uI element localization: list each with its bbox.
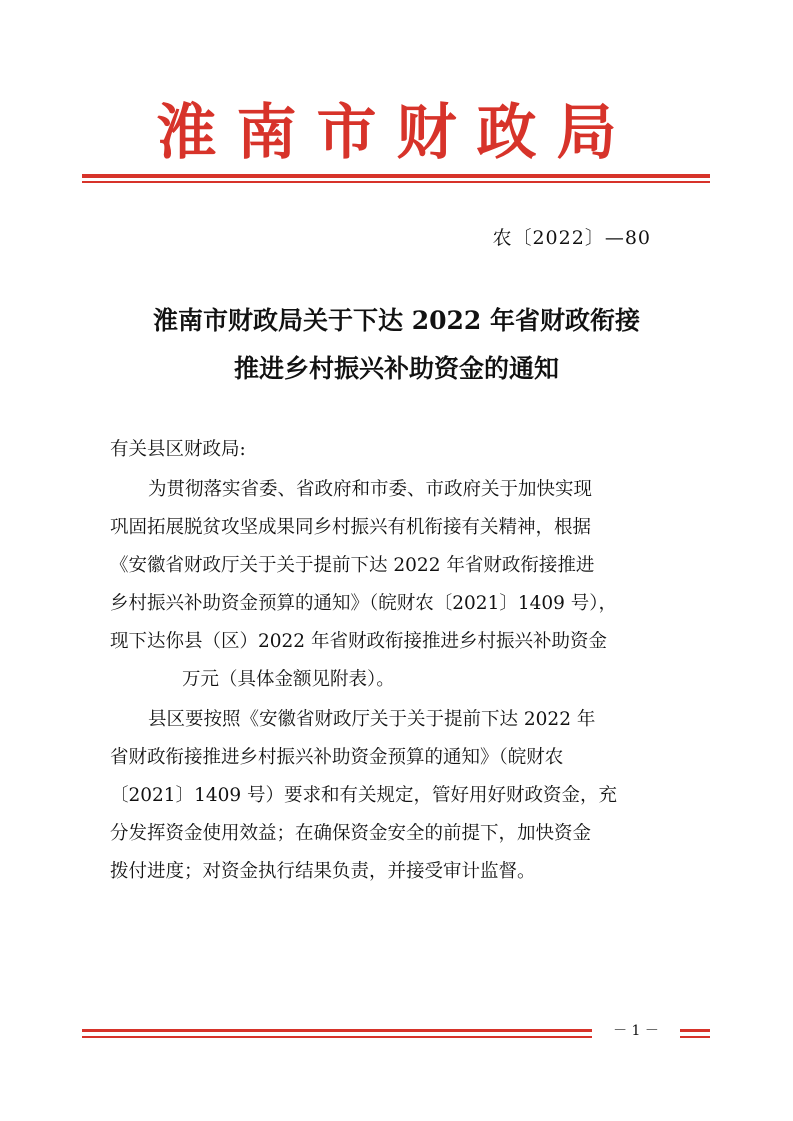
paragraph-line: 为贯彻落实省委、省政府和市委、市政府关于加快实现: [148, 479, 593, 500]
paragraph-line: 乡村振兴补助资金预算的通知》（皖财农〔2021〕1409 号），: [110, 593, 618, 614]
paragraph-line: 分发挥资金使用效益；在确保资金安全的前提下，加快资金: [110, 823, 592, 844]
paragraph-line: 巩固拓展脱贫攻坚成果同乡村振兴有机衔接有关精神，根据: [110, 517, 592, 538]
document-number: 农〔2022〕—80: [492, 227, 651, 249]
letterhead-org-name: 淮南市财政局: [156, 98, 637, 168]
paragraph-line: 现下达你县（区）2022 年省财政衔接推进乡村振兴补助资金: [110, 631, 607, 652]
document-title-line-2: 推进乡村振兴补助资金的通知: [233, 354, 559, 383]
body-paragraph-1: [110, 471, 670, 699]
paragraph-line: 〔2021〕1409 号）要求和有关规定，管好用好财政资金，充: [110, 785, 618, 806]
body-paragraph-2: [110, 701, 670, 891]
letterhead-rule-thin: [82, 181, 710, 183]
page-number: － 1 －: [592, 1021, 680, 1041]
paragraph-line: 万元（具体金额见附表）。: [182, 669, 395, 690]
salutation: 有关县区财政局:: [110, 439, 246, 460]
paragraph-line: 省财政衔接推进乡村振兴补助资金预算的通知》（皖财农: [110, 747, 564, 768]
paragraph-line: 县区要按照《安徽省财政厅关于关于提前下达 2022 年: [148, 709, 596, 730]
document-title: [80, 297, 713, 393]
document-title-line-1: 淮南市财政局关于下达 2022 年省财政衔接: [153, 306, 640, 335]
paragraph-line: 《安徽省财政厅关于关于提前下达 2022 年省财政衔接推进: [110, 555, 595, 576]
letterhead-rule-thick: [82, 174, 710, 178]
paragraph-line: 拨付进度；对资金执行结果负责，并接受审计监督。: [110, 861, 536, 882]
